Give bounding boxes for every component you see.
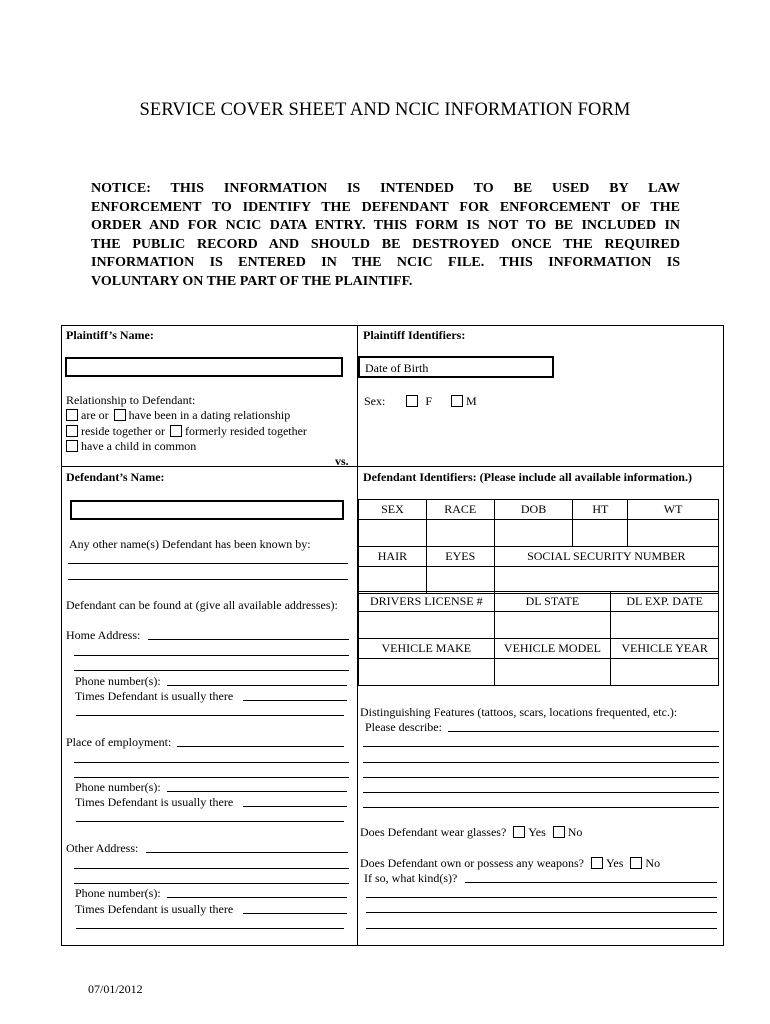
weapons-row: [360, 856, 660, 870]
ssn-header: SOCIAL SECURITY NUMBER: [494, 547, 718, 567]
employment-times-line-2[interactable]: [76, 821, 344, 822]
sex-m-checkbox[interactable]: [451, 395, 463, 407]
other-address-label: Other Address:: [66, 841, 139, 855]
describe-line-1[interactable]: [448, 731, 719, 732]
plaintiff-name-field[interactable]: [65, 357, 343, 377]
drivers-license-cell[interactable]: [359, 612, 495, 639]
glasses-row: [360, 825, 582, 839]
kinds-line-3[interactable]: [366, 912, 717, 913]
describe-line-6[interactable]: [363, 807, 719, 808]
plaintiff-name-label: Plaintiff’s Name:: [66, 328, 154, 342]
vehicle-year-header: VEHICLE YEAR: [611, 639, 719, 659]
defendant-name-label: Defendant’s Name:: [66, 470, 165, 484]
kinds-line-1[interactable]: [465, 882, 717, 883]
employment-label: Place of employment:: [66, 735, 172, 749]
home-phone-label: Phone number(s):: [75, 674, 161, 688]
hair-cell[interactable]: [359, 567, 427, 594]
describe-line-2[interactable]: [363, 746, 719, 747]
notice-line: ORDER AND FOR NCIC DATA ENTRY. THIS FORM IS NOT TO BE INCLUDED IN: [91, 218, 680, 233]
notice-line: INFORMATION IS ENTERED IN THE NCIC FILE. THIS INFORMATION IS: [91, 255, 680, 270]
revision-date: 07/01/2012: [88, 982, 143, 996]
other-phone-label: Phone number(s):: [75, 886, 161, 900]
employment-line[interactable]: [177, 746, 344, 747]
other-names-line-2[interactable]: [68, 579, 348, 580]
plaintiff-identifiers-label: Plaintiff Identifiers:: [363, 328, 466, 342]
relationship-label: Relationship to Defendant:: [66, 393, 196, 407]
notice-paragraph: [91, 180, 680, 291]
kinds-line-4[interactable]: [366, 928, 717, 929]
dob-field[interactable]: [358, 356, 554, 378]
home-times-label: Times Defendant is usually there: [75, 689, 234, 703]
vehicle-model-cell[interactable]: [494, 659, 611, 686]
other-times-label: Times Defendant is usually there: [75, 902, 234, 916]
race-header: RACE: [426, 500, 494, 520]
wt-cell[interactable]: [628, 520, 719, 547]
sex-f-label: F: [425, 394, 433, 408]
sex-label: Sex:: [364, 394, 386, 408]
vehicle-year-cell[interactable]: [611, 659, 719, 686]
glasses-no-label: No: [567, 825, 583, 839]
notice-line: VOLUNTARY ON THE PART OF THE PLAINTIFF.: [91, 273, 413, 289]
section-divider: [61, 466, 724, 467]
relationship-row-2: [66, 424, 307, 438]
home-address-line-2[interactable]: [74, 655, 349, 656]
other-names-label: Any other name(s) Defendant has been known by:: [69, 537, 311, 551]
defendant-identifiers-label: Defendant Identifiers: (Please include all available information.): [363, 470, 692, 484]
describe-line-3[interactable]: [363, 762, 719, 763]
sex-row: [364, 394, 477, 408]
form-title: SERVICE COVER SHEET AND NCIC INFORMATION FORM: [139, 100, 631, 120]
features-label: Distinguishing Features (tattoos, scars, locations frequented, etc.):: [360, 705, 678, 719]
wt-header: WT: [628, 500, 719, 520]
describe-label: Please describe:: [365, 720, 442, 734]
kinds-label: If so, what kind(s)?: [364, 871, 458, 885]
dl-state-cell[interactable]: [494, 612, 611, 639]
notice-line: THE PUBLIC RECORD AND SHOULD BE DESTROYED ONCE THE REQUIRED: [91, 236, 680, 252]
weapons-no-checkbox[interactable]: [630, 857, 642, 869]
dl-state-header: DL STATE: [494, 592, 611, 612]
eyes-header: EYES: [426, 547, 494, 567]
sex-cell[interactable]: [359, 520, 427, 547]
ht-cell[interactable]: [573, 520, 628, 547]
defendant-name-field[interactable]: [70, 500, 344, 520]
hair-header: HAIR: [359, 547, 427, 567]
are-or-label: are or: [81, 408, 109, 422]
employment-line-2[interactable]: [74, 762, 349, 763]
relationship-row-3: [66, 439, 196, 453]
weapons-yes-checkbox[interactable]: [591, 857, 603, 869]
employment-times-line[interactable]: [243, 806, 347, 807]
kinds-line-2[interactable]: [366, 897, 717, 898]
identifiers-grid-2: [358, 591, 719, 686]
reside-label: reside together or: [81, 424, 165, 438]
home-address-line[interactable]: [148, 639, 349, 640]
home-times-line[interactable]: [243, 700, 347, 701]
employment-phone-label: Phone number(s):: [75, 780, 161, 794]
glasses-label: Does Defendant wear glasses?: [360, 825, 507, 839]
sex-m-label: M: [466, 394, 477, 408]
vehicle-make-cell[interactable]: [359, 659, 495, 686]
employment-times-label: Times Defendant is usually there: [75, 795, 234, 809]
weapons-label: Does Defendant own or possess any weapons?: [360, 856, 584, 870]
sex-f-checkbox[interactable]: [406, 395, 418, 407]
dob-header: DOB: [494, 500, 573, 520]
employment-line-3[interactable]: [74, 777, 349, 778]
dating-label: have been in a dating relationship: [128, 408, 291, 422]
dating-checkbox[interactable]: [114, 409, 126, 421]
home-address-line-3[interactable]: [74, 670, 349, 671]
race-cell[interactable]: [426, 520, 494, 547]
describe-line-5[interactable]: [363, 792, 719, 793]
describe-line-4[interactable]: [363, 777, 719, 778]
weapons-yes-label: Yes: [605, 856, 624, 870]
drivers-license-header: DRIVERS LICENSE #: [359, 592, 495, 612]
other-times-line[interactable]: [243, 913, 347, 914]
vs-label: vs.: [335, 454, 349, 468]
vehicle-model-header: VEHICLE MODEL: [494, 639, 611, 659]
child-label: have a child in common: [81, 439, 197, 453]
dob-cell[interactable]: [494, 520, 573, 547]
weapons-no-label: No: [645, 856, 661, 870]
glasses-yes-checkbox[interactable]: [513, 826, 525, 838]
found-at-label: Defendant can be found at (give all available addresses):: [66, 598, 338, 612]
other-times-line-2[interactable]: [76, 928, 344, 929]
formerly-checkbox[interactable]: [170, 425, 182, 437]
vehicle-make-header: VEHICLE MAKE: [359, 639, 495, 659]
other-address-line-3[interactable]: [74, 883, 349, 884]
employment-phone-line[interactable]: [167, 791, 347, 792]
other-names-line-1[interactable]: [68, 563, 348, 564]
glasses-no-checkbox[interactable]: [553, 826, 565, 838]
reside-checkbox[interactable]: [66, 425, 78, 437]
notice-line: ENFORCEMENT TO IDENTIFY THE DEFENDANT FOR ENFORCEMENT OF THE: [91, 199, 680, 215]
home-times-line-2[interactable]: [76, 715, 344, 716]
ssn-cell[interactable]: [494, 567, 718, 594]
other-address-line-2[interactable]: [74, 868, 349, 869]
other-phone-line[interactable]: [167, 897, 347, 898]
are-or-checkbox[interactable]: [66, 409, 78, 421]
home-address-label: Home Address:: [66, 628, 141, 642]
child-checkbox[interactable]: [66, 440, 78, 452]
dob-label: Date of Birth: [365, 361, 429, 375]
sex-header: SEX: [359, 500, 427, 520]
home-phone-line[interactable]: [167, 685, 347, 686]
notice-line: NOTICE: THIS INFORMATION IS INTENDED TO BE USED BY LAW: [91, 181, 680, 196]
dl-exp-cell[interactable]: [611, 612, 719, 639]
identifiers-grid-1: [358, 499, 719, 594]
ht-header: HT: [573, 500, 628, 520]
glasses-yes-label: Yes: [528, 825, 546, 839]
formerly-label: formerly resided together: [184, 424, 307, 438]
eyes-cell[interactable]: [426, 567, 494, 594]
relationship-row-1: [66, 408, 290, 422]
dl-exp-header: DL EXP. DATE: [611, 592, 719, 612]
other-address-line[interactable]: [146, 852, 348, 853]
